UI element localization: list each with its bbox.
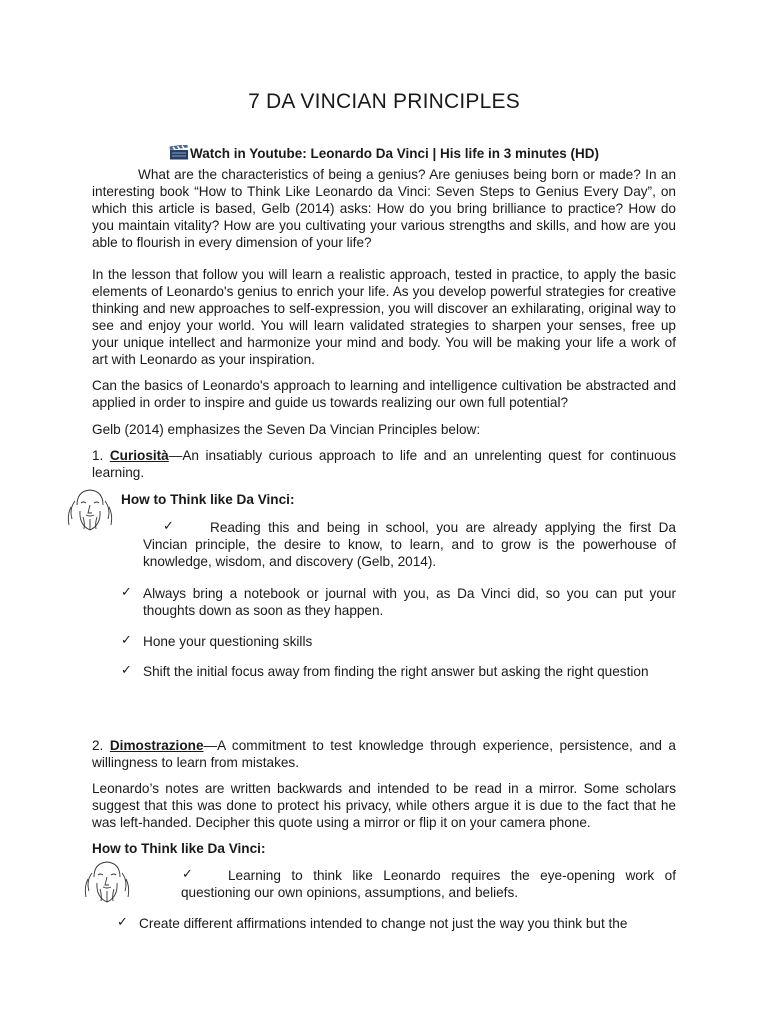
principle-2-item-1: Learning to think like Leonardo requires the eye-opening work of questioning our own opinions, assumptions, and beliefs. <box>181 868 676 900</box>
da-vinci-portrait-sketch <box>63 485 117 531</box>
principle-2-item-2: Create different affirmations intended to change not just the way you think but the <box>139 916 628 931</box>
principle-1-number: 1. <box>92 448 104 463</box>
page-title: 7 DA VINCIAN PRINCIPLES <box>248 90 520 113</box>
principle-2-body: Leonardo’s notes are written backwards and intended to be read in a mirror. Some scholars suggest that this was done to protect his privacy, while others argue it is due to the fact that he was left-handed. Decipher this quote using a mirror or flip it on your camera phone. <box>92 781 676 830</box>
checkmark-icon: ✓ <box>121 662 132 677</box>
clapperboard-icon <box>169 145 189 160</box>
principle-1-item-4: Shift the initial focus away from finding the right answer but asking the right question <box>143 664 649 679</box>
checkmark-icon: ✓ <box>121 632 132 647</box>
intro-paragraph-1: What are the characteristics of being a genius? Are geniuses being born or made? In an interesting book “How to Think Like Leonardo da Vinci: Seven Steps to Genius Every Day”, on which this article is based, Gelb (2014) asks: How do you bring brilliance to practice? How do you maintain vitality? How are you cultivating your various strengths and skills, and how are you able to flourish in every dimension of your life? <box>92 167 676 250</box>
principle-1-item-2: Always bring a notebook or journal with you, as Da Vinci did, so you can put your thoughts down as soon as they happen. <box>143 586 676 618</box>
principle-2-number: 2. <box>92 738 104 753</box>
principle-1-item-3: Hone your questioning skills <box>143 634 313 649</box>
video-link-text[interactable]: Watch in Youtube: Leonardo Da Vinci | His life in 3 minutes (HD) <box>189 146 600 161</box>
checkmark-icon: ✓ <box>121 584 132 599</box>
checkmark-icon: ✓ <box>117 914 128 929</box>
principle-2-description: —A commitment to test knowledge through experience, persistence, and a willingness to learn from mistakes. <box>92 738 676 770</box>
principle-1-heading: How to Think like Da Vinci: <box>121 492 295 507</box>
principle-1-item-1: Reading this and being in school, you are already applying the first Da Vincian principle, the desire to know, to learn, and to grow is the powerhouse of knowledge, wisdom, and discovery (Gelb, 2014). <box>143 520 676 569</box>
principle-2 <box>92 737 676 771</box>
principle-1 <box>92 447 676 481</box>
principle-2-heading: How to Think like Da Vinci: <box>92 841 266 856</box>
video-link[interactable] <box>0 145 768 161</box>
checkmark-icon: ✓ <box>182 866 193 881</box>
da-vinci-portrait-sketch <box>80 857 134 903</box>
intro-paragraph-2: In the lesson that follow you will learn a realistic approach, tested in practice, to apply the basic elements of Leonardo's genius to enrich your life. As you develop powerful strategies for creative thinking and new approaches to self-expression, you will discover an exhilarating, original way to see and enjoy your world. You will learn validated strategies to sharpen your senses, free up your unique intellect and harmonize your mind and body. You will be making your life a work of art with Leonardo as your inspiration. <box>92 267 676 367</box>
intro-paragraph-3: Can the basics of Leonardo's approach to learning and intelligence cultivation be abstracted and applied in order to inspire and guide us towards realizing our own full potential? <box>92 378 676 410</box>
principle-2-name: Dimostrazione <box>109 738 204 753</box>
principle-1-description: —An insatiably curious approach to life and an unrelenting quest for continuous learning. <box>92 448 677 480</box>
checkmark-icon: ✓ <box>163 518 174 533</box>
principle-1-name: Curiosità <box>109 448 169 463</box>
intro-paragraph-4: Gelb (2014) emphasizes the Seven Da Vincian Principles below: <box>92 422 481 437</box>
